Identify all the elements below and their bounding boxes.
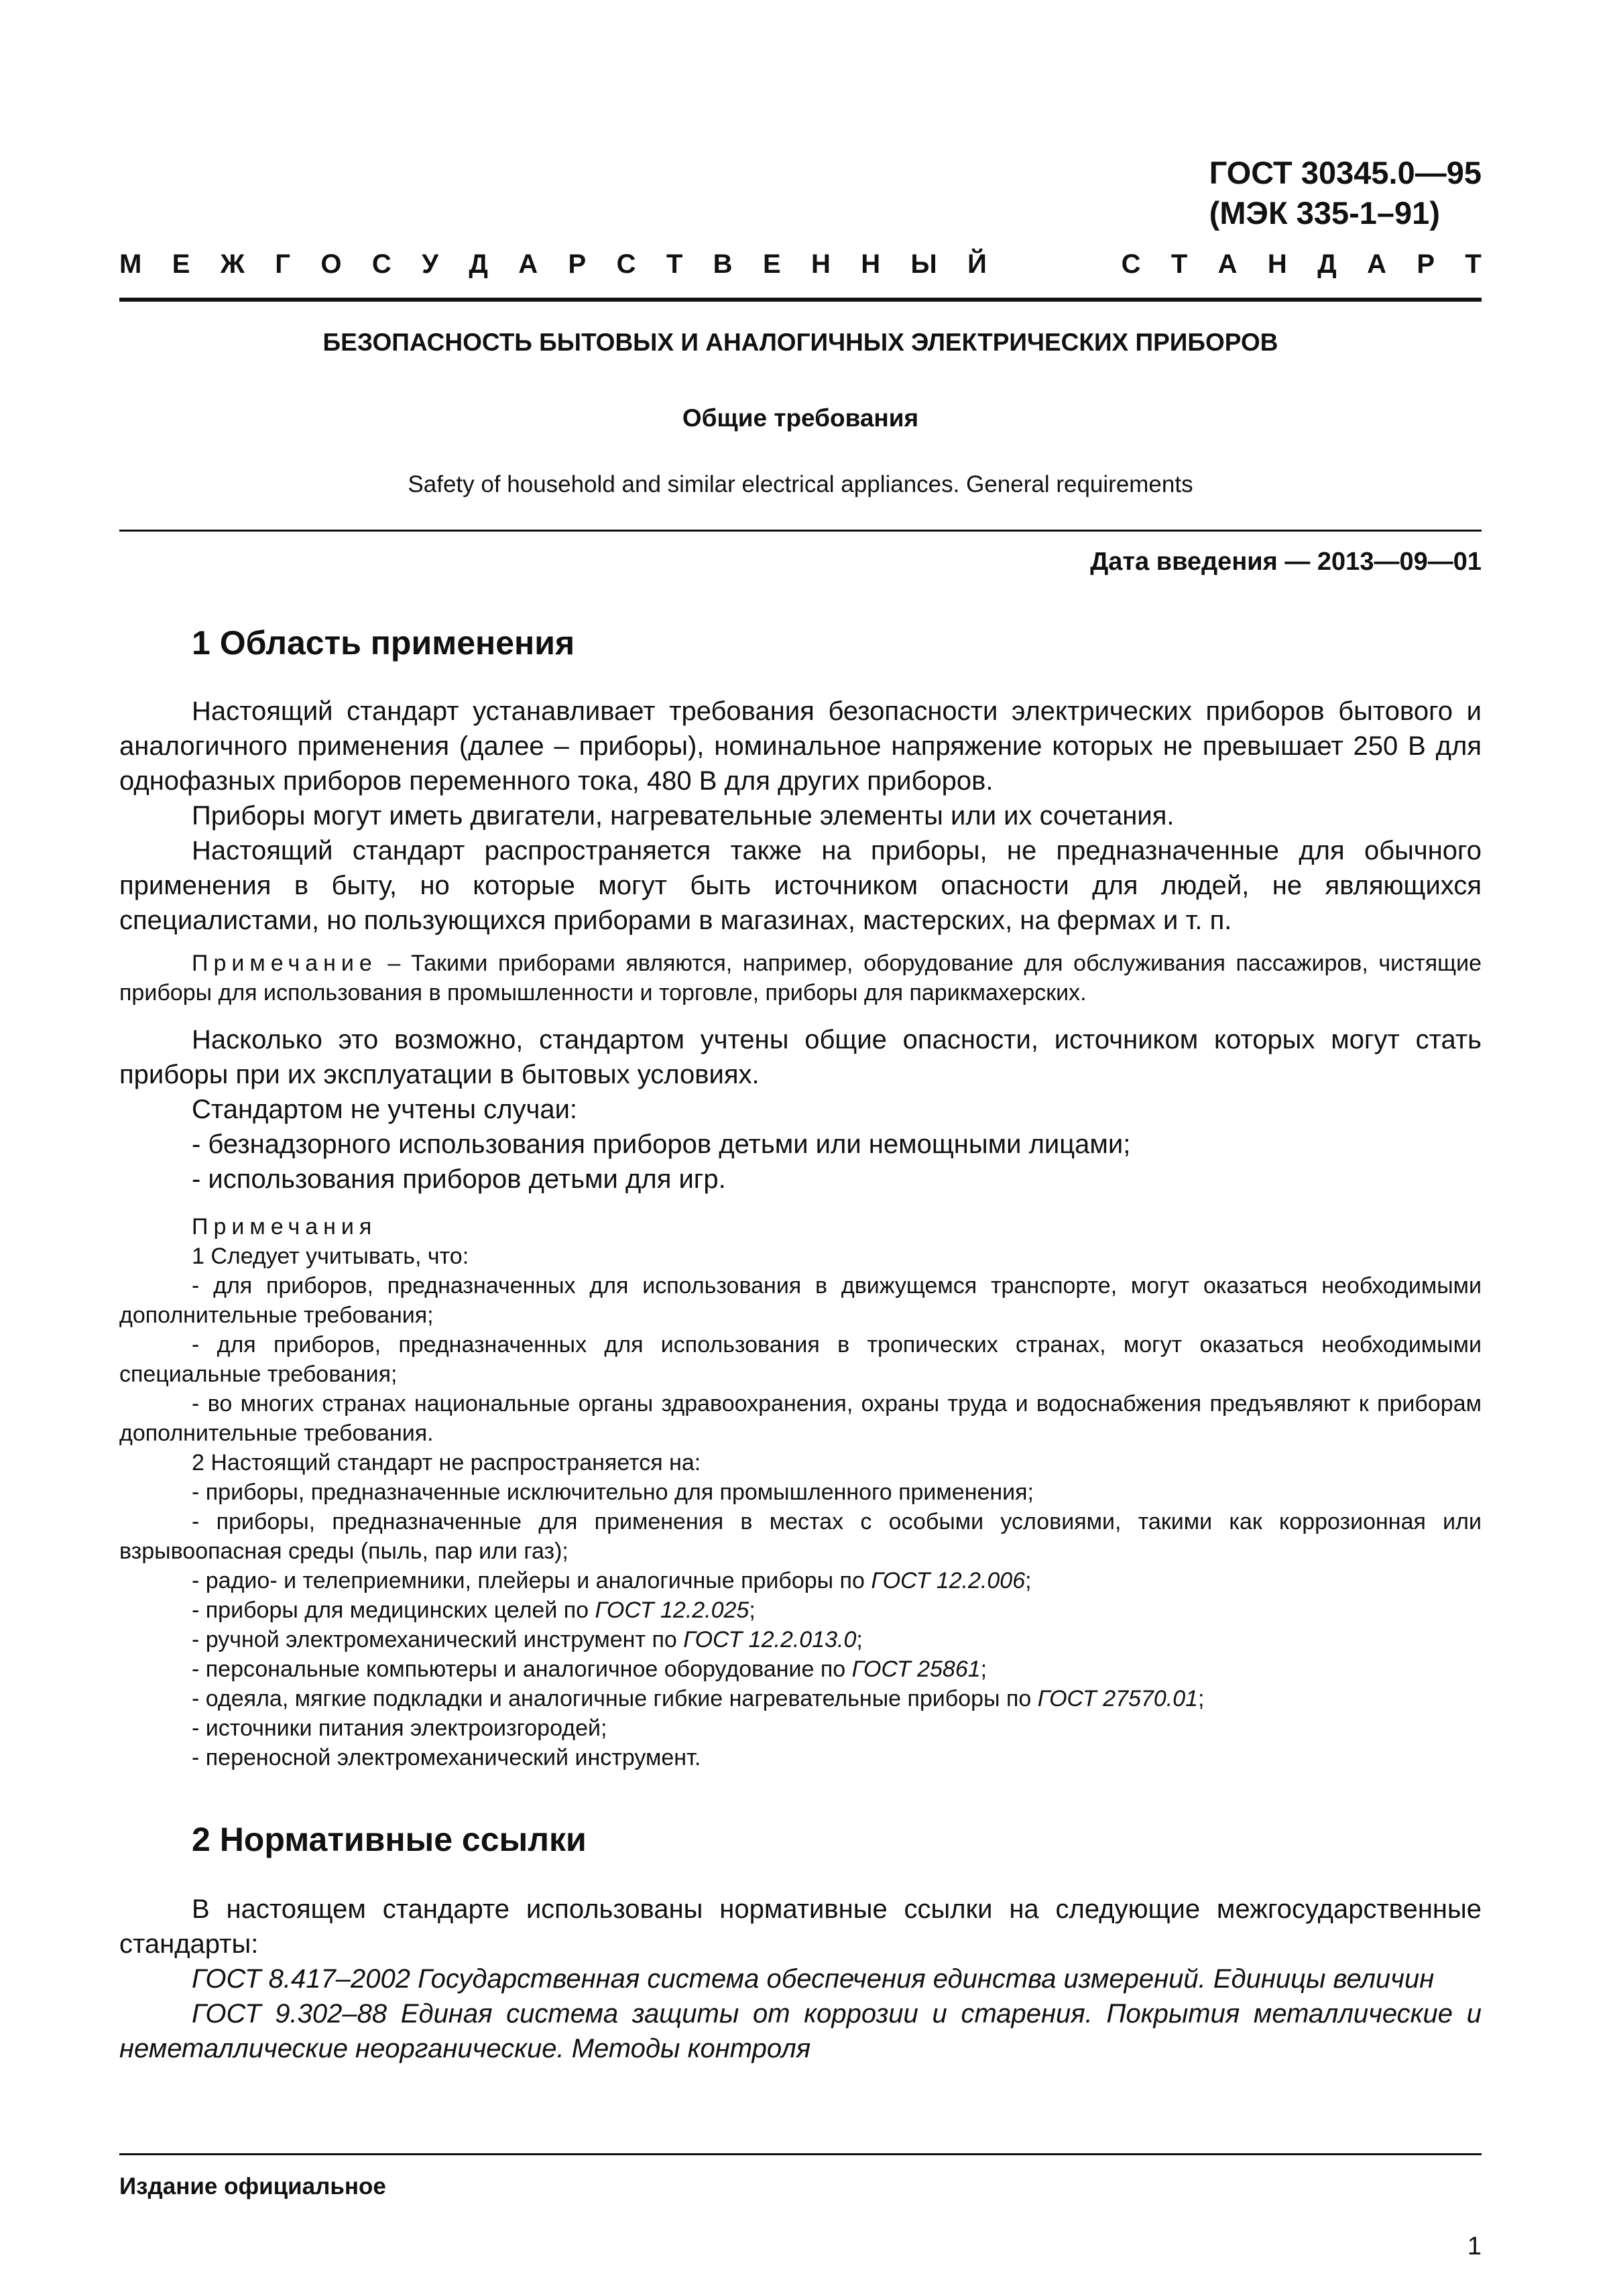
note-1 [119, 949, 1482, 1008]
gost-reference: ГОСТ 25861 [851, 1656, 981, 1682]
edition-label: Издание официальное [119, 2173, 386, 2199]
banner-letter: С [371, 249, 392, 279]
section-1-body [119, 694, 1482, 938]
exclusion-item: - приборы для медицинских целей по ГОСТ 12.2.025; [192, 1597, 756, 1623]
document-title-english: Safety of household and similar electrical appliances. General requirements [408, 471, 1193, 497]
header-rule [119, 298, 1482, 302]
banner-letter: Й [967, 249, 987, 279]
banner-letter: Ы [910, 249, 937, 279]
banner-letter: Г [275, 249, 290, 279]
note-item: - приборы, предназначенные для применения в местах с особыми условиями, такими как коррозионная или взрывоопасная среды (пыль, пар или газ); [119, 1509, 1482, 1564]
note-label: Примечание [192, 951, 377, 976]
banner-letter: А [518, 249, 538, 279]
standard-designation [1209, 153, 1482, 233]
paragraph: Приборы могут иметь двигатели, нагревательные элементы или их сочетания. [192, 801, 1175, 831]
note-text: – Такими приборами являются, например, оборудование для обслуживания пассажиров, чистящие приборы для использования в промышленности и торговле, приборы для парикмахерских. [119, 951, 1482, 1006]
paragraph: Настоящий стандарт устанавливает требования безопасности электрических приборов бытового и аналогичного применения (далее – приборы), номинальное напряжение которых не превышает 250 В для однофазных приборов переменного тока, 480 В для других приборов. [119, 697, 1482, 796]
banner-letter: А [1217, 249, 1238, 279]
date-introduced: Дата введения — 2013—09—01 [1090, 548, 1482, 576]
banner-letter: Р [568, 249, 587, 279]
banner-letter: В [713, 249, 733, 279]
list-item: - безнадзорного использования приборов детьми или немощными лицами; [192, 1130, 1131, 1159]
banner-letter: Т [666, 249, 683, 279]
standard-type-banner [119, 249, 1482, 280]
paragraph: Настоящий стандарт распространяется также на приборы, не предназначенные для обычного применения в быту, но которые могут быть источником опасности для людей, не являющихся специалистами, но пользующихся приборами в магазинах, мастерских, на фермах и т. п. [119, 836, 1482, 935]
gost-reference: ГОСТ 12.2.006 [871, 1568, 1026, 1593]
designation-iec: (МЭК 335-1–91) [1209, 195, 1440, 231]
paragraph: В настоящем стандарте использованы нормативные ссылки на следующие межгосударственные стандарты: [119, 1894, 1482, 1959]
normative-reference: ГОСТ 9.302–88 Единая система защиты от коррозии и старения. Покрытия металлические и неметаллические неорганические. Методы контроля [119, 1999, 1482, 2063]
exclusion-item: - одеяла, мягкие подкладки и аналогичные гибкие нагревательные приборы по ГОСТ 27570.01; [192, 1686, 1205, 1711]
gost-reference: ГОСТ 27570.01 [1037, 1686, 1199, 1711]
list-item: - использования приборов детьми для игр. [192, 1164, 726, 1194]
banner-letter: Т [1170, 249, 1188, 279]
section-2-heading: 2 Нормативные ссылки [192, 1821, 587, 1858]
banner-letter: Р [1417, 249, 1435, 279]
banner-letter: С [1121, 249, 1141, 279]
document-subtitle: Общие требования [682, 404, 919, 432]
banner-letter: Д [469, 249, 488, 279]
paragraph: Насколько это возможно, стандартом учтены общие опасности, источником которых могут стать приборы при их эксплуатации в бытовых условиях. [119, 1025, 1482, 1089]
document-page [119, 0, 1482, 2296]
banner-letter: Н [861, 249, 881, 279]
footer-rule [119, 2153, 1482, 2155]
note-item: - для приборов, предназначенных для использования в движущемся транспорте, могут оказаться необходимыми дополнительные требования; [119, 1273, 1482, 1328]
exclusion-item: - переносной электромеханический инструмент. [192, 1745, 701, 1770]
section-1-heading: 1 Область применения [192, 624, 575, 662]
exclusion-item: - ручной электромеханический инструмент по ГОСТ 12.2.013.0; [192, 1627, 863, 1652]
note-item: - во многих странах национальные органы здравоохранения, охраны труда и водоснабжения предъявляют к приборам дополнительные требования. [119, 1391, 1482, 1446]
note-item: - приборы, предназначенные исключительно для промышленного применения; [192, 1479, 1034, 1505]
section-1-body-2 [119, 1022, 1482, 1197]
banner-letter: О [320, 249, 342, 279]
banner-letter: Т [1465, 249, 1482, 279]
banner-letter: У [422, 249, 439, 279]
banner-letter: А [1367, 249, 1386, 279]
exclusion-item: - источники питания электроизгородей; [192, 1715, 607, 1741]
exclusion-item: - радио- и телеприемники, плейеры и аналогичные приборы по ГОСТ 12.2.006; [192, 1568, 1032, 1593]
banner-letter: М [119, 249, 142, 279]
notes-label: Примечания [192, 1214, 377, 1240]
section-2-body [119, 1892, 1482, 2066]
title-rule [119, 530, 1482, 532]
notes-block [119, 1212, 1482, 1772]
banner-letter: Н [811, 249, 831, 279]
gost-reference: ГОСТ 12.2.025 [595, 1597, 749, 1623]
page-number: 1 [1467, 2232, 1482, 2260]
designation-gost: ГОСТ 30345.0—95 [1209, 155, 1482, 190]
banner-letter: Е [172, 249, 190, 279]
banner-letter: Ж [220, 249, 245, 279]
document-title: БЕЗОПАСНОСТЬ БЫТОВЫХ И АНАЛОГИЧНЫХ ЭЛЕКТРИЧЕСКИХ ПРИБОРОВ [322, 328, 1278, 356]
note-item: 2 Настоящий стандарт не распространяется на: [192, 1450, 701, 1475]
banner-letter: Д [1317, 249, 1337, 279]
note-item: 1 Следует учитывать, что: [192, 1244, 469, 1269]
banner-letter: С [616, 249, 636, 279]
banner-gap [1017, 249, 1091, 280]
gost-reference: ГОСТ 12.2.013.0 [683, 1627, 857, 1652]
banner-letter: Е [762, 249, 781, 279]
normative-reference: ГОСТ 8.417–2002 Государственная система обеспечения единства измерений. Единицы величин [192, 1964, 1435, 1994]
note-item: - для приборов, предназначенных для использования в тропических странах, могут оказаться необходимыми специальные требования; [119, 1332, 1482, 1387]
banner-letter: Н [1267, 249, 1287, 279]
exclusion-item: - персональные компьютеры и аналогичное оборудование по ГОСТ 25861; [192, 1656, 987, 1682]
paragraph: Стандартом не учтены случаи: [192, 1095, 578, 1124]
